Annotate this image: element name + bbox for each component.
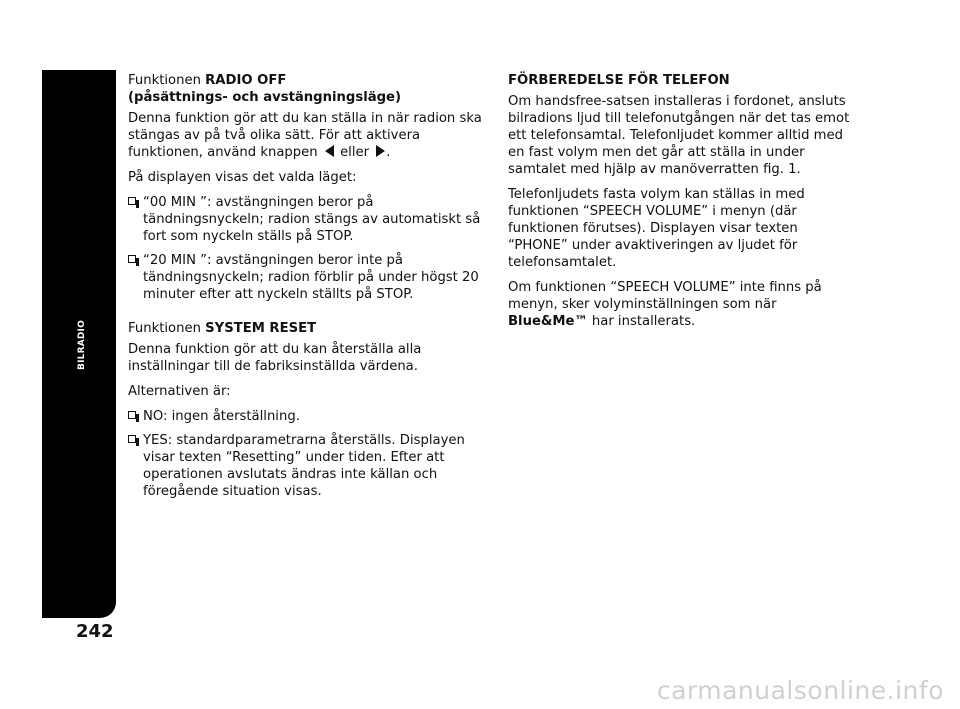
checkbox-bullet-icon: [128, 255, 136, 263]
right-column: [508, 72, 860, 338]
radio-off-description: Denna funktion gör att du kan ställa in när radion ska stängas av på två olika sätt. För att aktivera funktionen, använd knappen eller .: [128, 111, 482, 160]
display-mode-text: På displayen visas det valda läget:: [128, 170, 357, 185]
left-column: [128, 72, 494, 507]
phone-prep-paragraph-1: Om handsfree-satsen installeras i fordonet, ansluts bilradions ljud till telefonutgången när det tas emot ett telefonsamtal. Telefonljudet kommer alltid med en fast volym men det går att ställa in under samtalet med hjälp av manöverratten fig. 1.: [508, 94, 850, 177]
system-reset-description: Denna funktion gör att du kan återställa alla inställningar till de fabriksinställda värdena.: [128, 342, 422, 374]
checkbox-bullet-icon: [128, 435, 136, 443]
list-item: “00 MIN ”: avstängningen beror på tändningsnyckeln; radion stängs av automatiskt så fort som nyckeln ställs på STOP.: [128, 194, 494, 245]
arrow-right-icon: [376, 145, 385, 157]
watermark: carmanualsonline.info: [656, 676, 944, 705]
phone-prep-paragraph-2: Telefonljudets fasta volym kan ställas in med funktionen “SPEECH VOLUME” i menyn (där funktionen förutses). Displayen visar texten “PHONE” under avaktiveringen av ljudet för telefonsamtalet.: [508, 187, 805, 270]
list-item: YES: standardparametrarna återställs. Displayen visar texten “Resetting” under tiden. Efter att operationen avslutats ändras inte källan och föregående situation visas.: [128, 432, 494, 500]
list-item: NO: ingen återställning.: [128, 408, 494, 425]
system-reset-heading: Funktionen SYSTEM RESET: [128, 321, 317, 336]
radio-off-heading: Funktionen RADIO OFF (påsättnings- och avstängningsläge): [128, 73, 402, 105]
arrow-left-icon: [325, 145, 334, 157]
phone-prep-paragraph-3: Om funktionen “SPEECH VOLUME” inte finns på menyn, sker volyminställningen som när Blue&Me™ har installerats.: [508, 280, 822, 329]
alternatives-label: Alternativen är:: [128, 384, 231, 399]
checkbox-bullet-icon: [128, 197, 136, 205]
list-item: “20 MIN ”: avstängningen beror inte på tändningsnyckeln; radion förblir på under högst 20 minuter efter att nyckeln ställts på STOP.: [128, 252, 494, 303]
section-label: BILRADIO: [77, 320, 87, 370]
page-number: 242: [76, 621, 114, 642]
checkbox-bullet-icon: [128, 411, 136, 419]
phone-prep-heading: FÖRBEREDELSE FÖR TELEFON: [508, 73, 730, 88]
